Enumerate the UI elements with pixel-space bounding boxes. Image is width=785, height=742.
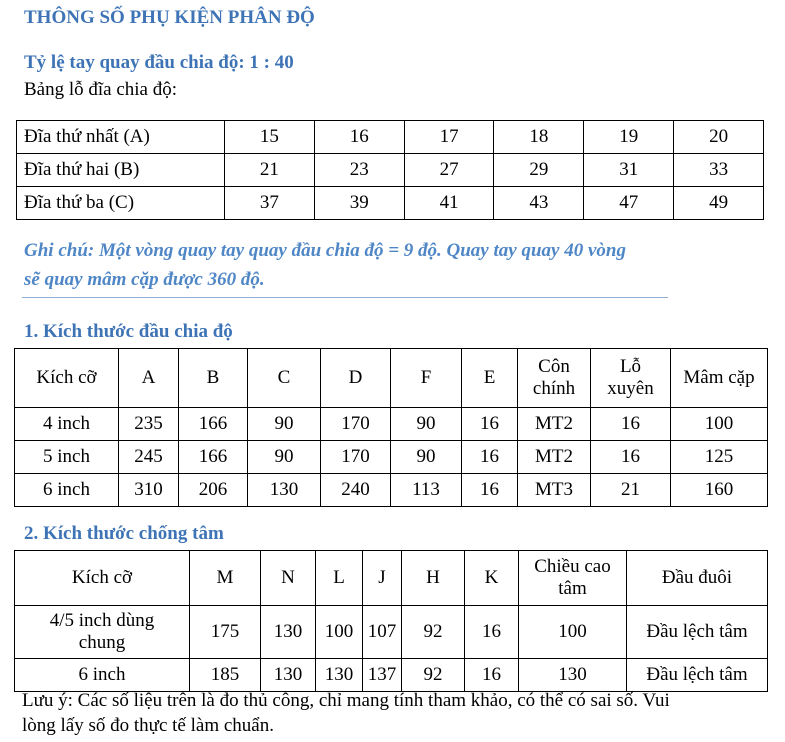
table-cell: Đĩa thứ nhất (A) (17, 121, 225, 154)
table-header-row (15, 551, 768, 606)
header-cell: Lỗ xuyên (591, 349, 671, 408)
header-cell: N (261, 551, 316, 606)
table-cell: 113 (391, 474, 462, 507)
table-cell: 130 (519, 659, 627, 692)
table-row (15, 408, 768, 441)
table-cell: 41 (404, 187, 494, 220)
table-cell: 16 (462, 408, 518, 441)
table-row (15, 474, 768, 507)
table-cell: 29 (494, 154, 584, 187)
table-cell: 245 (119, 441, 179, 474)
table-cell: 130 (261, 606, 316, 659)
table-cell: 47 (584, 187, 674, 220)
table-cell: MT3 (518, 474, 591, 507)
table-cell: MT2 (518, 441, 591, 474)
table-cell: 170 (321, 408, 391, 441)
table-cell: 27 (404, 154, 494, 187)
table-cell: 43 (494, 187, 584, 220)
table-header-row (15, 349, 768, 408)
table-cell: 21 (225, 154, 315, 187)
table-cell: 130 (261, 659, 316, 692)
header-cell: Đầu đuôi (627, 551, 768, 606)
plate-intro: Bảng lỗ đĩa chia độ: (24, 79, 178, 100)
table-cell: 100 (519, 606, 627, 659)
table-cell: 4 inch (15, 408, 119, 441)
table-cell: 90 (391, 441, 462, 474)
table-cell: 130 (316, 659, 363, 692)
section-heading-dividing-head: 1. Kích thước đầu chia độ (24, 321, 233, 342)
table-cell: 23 (314, 154, 404, 187)
table-cell: 92 (402, 659, 465, 692)
table-row (17, 187, 764, 220)
header-cell: D (321, 349, 391, 408)
table-cell: 15 (225, 121, 315, 154)
table-cell: 37 (225, 187, 315, 220)
header-cell: K (465, 551, 519, 606)
index-plate-table (16, 120, 764, 220)
header-cell: A (119, 349, 179, 408)
dividing-head-table (14, 348, 768, 507)
table-cell: Đầu lệch tâm (627, 606, 768, 659)
table-cell: Đĩa thứ ba (C) (17, 187, 225, 220)
table-cell: 17 (404, 121, 494, 154)
table-cell: 6 inch (15, 474, 119, 507)
table-cell: 16 (462, 474, 518, 507)
header-cell: M (190, 551, 261, 606)
ratio-heading: Tỷ lệ tay quay đầu chia độ: 1 : 40 (24, 52, 294, 73)
table-cell: 100 (671, 408, 768, 441)
table-row (15, 659, 768, 692)
table-cell: 206 (179, 474, 248, 507)
footer-disclaimer (22, 688, 762, 738)
header-cell: H (402, 551, 465, 606)
table-cell: 166 (179, 408, 248, 441)
table-row (15, 606, 768, 659)
table-cell: 160 (671, 474, 768, 507)
table-cell: 240 (321, 474, 391, 507)
rotation-note (24, 236, 684, 294)
table-cell: 39 (314, 187, 404, 220)
page-title: THÔNG SỐ PHỤ KIỆN PHÂN ĐỘ (24, 7, 315, 28)
header-cell: E (462, 349, 518, 408)
table-cell: 19 (584, 121, 674, 154)
table-cell: 130 (248, 474, 321, 507)
table-cell: 49 (674, 187, 764, 220)
table-cell: 16 (465, 659, 519, 692)
table-cell: 107 (363, 606, 402, 659)
table-cell: 92 (402, 606, 465, 659)
header-cell: Kích cỡ (15, 349, 119, 408)
table-cell: 16 (591, 408, 671, 441)
header-cell: J (363, 551, 402, 606)
table-cell: 185 (190, 659, 261, 692)
table-cell: 4/5 inch dùng chung (15, 606, 190, 659)
table-cell: 235 (119, 408, 179, 441)
header-cell: Côn chính (518, 349, 591, 408)
footer-line: lòng lấy số đo thực tế làm chuẩn. (22, 715, 274, 736)
table-cell: 21 (591, 474, 671, 507)
header-cell: Chiều cao tâm (519, 551, 627, 606)
table-cell: 310 (119, 474, 179, 507)
table-row (15, 441, 768, 474)
note-line: sẽ quay mâm cặp được 360 độ. (24, 269, 265, 290)
header-cell: B (179, 349, 248, 408)
table-cell: 90 (391, 408, 462, 441)
header-cell: Kích cỡ (15, 551, 190, 606)
table-cell: 20 (674, 121, 764, 154)
table-cell: 16 (462, 441, 518, 474)
table-cell: 16 (591, 441, 671, 474)
table-cell: 6 inch (15, 659, 190, 692)
table-cell: 137 (363, 659, 402, 692)
table-cell: 18 (494, 121, 584, 154)
tailstock-table (14, 550, 768, 692)
header-cell: L (316, 551, 363, 606)
table-row (17, 121, 764, 154)
table-cell: 90 (248, 408, 321, 441)
header-cell: Mâm cặp (671, 349, 768, 408)
table-cell: Đầu lệch tâm (627, 659, 768, 692)
table-cell: 100 (316, 606, 363, 659)
table-cell: 33 (674, 154, 764, 187)
table-cell: 16 (314, 121, 404, 154)
section-heading-tailstock: 2. Kích thước chống tâm (24, 523, 224, 544)
table-cell: MT2 (518, 408, 591, 441)
table-cell: 90 (248, 441, 321, 474)
footer-line: Lưu ý: Các số liệu trên là đo thủ công, chỉ mang tính tham khảo, có thể có sai số. Vui (22, 690, 670, 711)
table-cell: 31 (584, 154, 674, 187)
table-cell: 170 (321, 441, 391, 474)
table-cell: 5 inch (15, 441, 119, 474)
table-cell: 166 (179, 441, 248, 474)
table-cell: 175 (190, 606, 261, 659)
table-cell: 16 (465, 606, 519, 659)
header-cell: F (391, 349, 462, 408)
table-cell: 125 (671, 441, 768, 474)
table-cell: Đĩa thứ hai (B) (17, 154, 225, 187)
divider (22, 297, 668, 298)
note-line: Ghi chú: Một vòng quay tay quay đầu chia độ = 9 độ. Quay tay quay 40 vòng (24, 240, 626, 261)
table-row (17, 154, 764, 187)
header-cell: C (248, 349, 321, 408)
